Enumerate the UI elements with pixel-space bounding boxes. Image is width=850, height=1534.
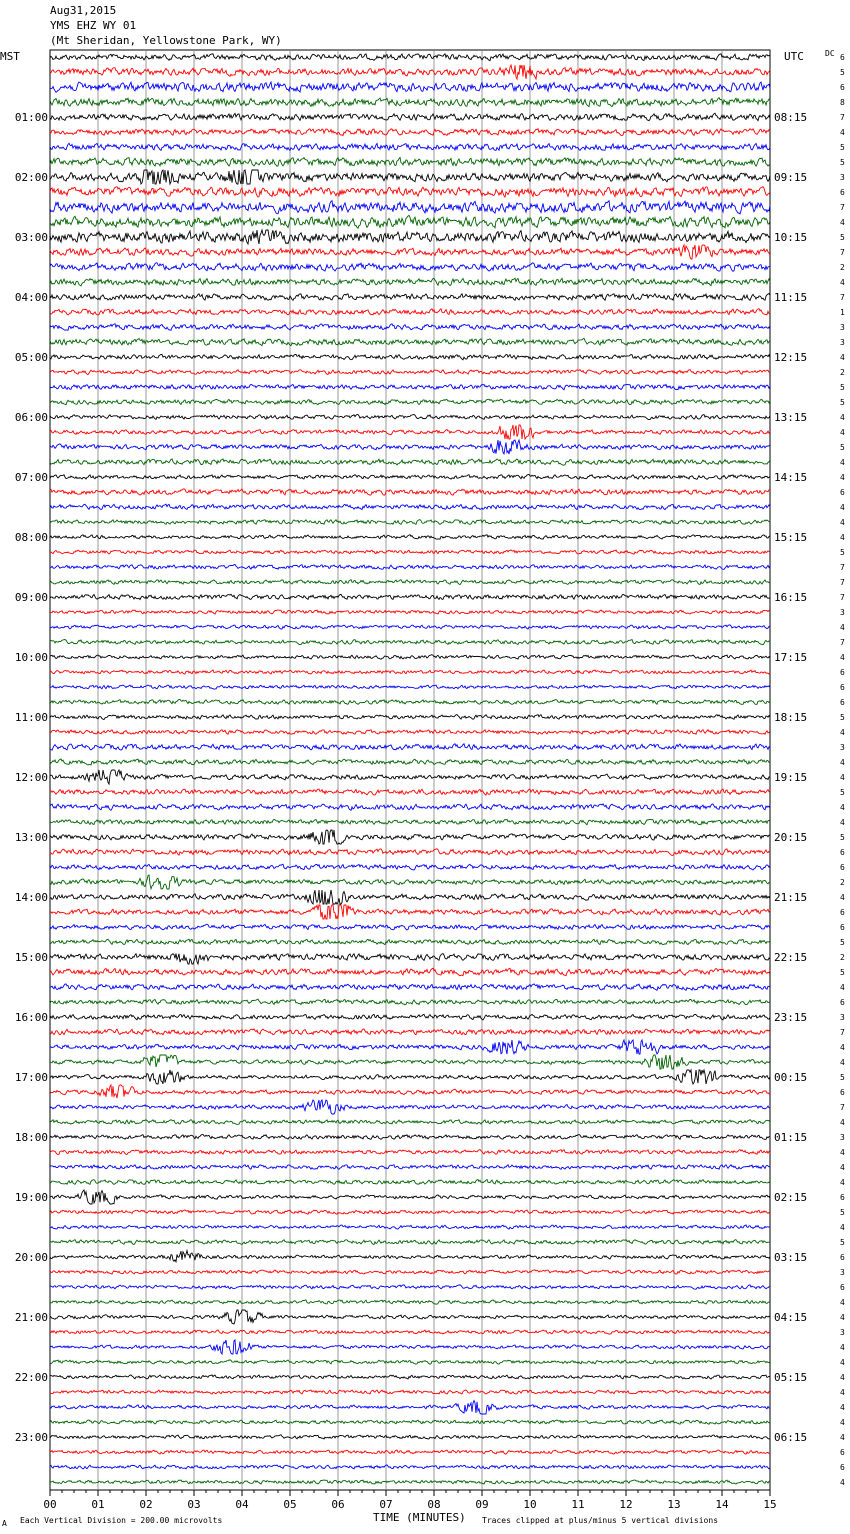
dc-offset-value: 4 xyxy=(840,218,845,227)
dc-offset-value: 5 xyxy=(840,158,845,167)
dc-offset-value: 5 xyxy=(840,788,845,797)
seismic-trace xyxy=(50,1190,770,1204)
right-hour-label: 13:15 xyxy=(774,411,808,424)
left-hour-label: 02:00 xyxy=(14,171,48,184)
seismic-trace xyxy=(50,324,770,331)
dc-offset-value: 3 xyxy=(840,1268,845,1277)
dc-offset-value: 7 xyxy=(840,638,845,647)
right-hour-label: 16:15 xyxy=(774,591,808,604)
seismic-trace xyxy=(50,1270,770,1274)
dc-offset-value: 6 xyxy=(840,998,845,1007)
seismic-trace xyxy=(50,215,770,228)
dc-offset-value: 5 xyxy=(840,1238,845,1247)
seismic-trace xyxy=(50,968,770,976)
dc-offset-value: 5 xyxy=(840,968,845,977)
seismic-trace xyxy=(50,1465,770,1469)
dc-offset-value: 4 xyxy=(840,1178,845,1187)
seismic-trace xyxy=(50,580,770,585)
dc-offset-value: 4 xyxy=(840,503,845,512)
seismic-trace xyxy=(50,354,770,360)
dc-header-label: DC xyxy=(825,49,835,58)
seismic-trace xyxy=(50,924,770,930)
right-hour-label: 19:15 xyxy=(774,771,808,784)
seismic-trace xyxy=(50,294,770,301)
dc-offset-value: 5 xyxy=(840,548,845,557)
seismic-trace xyxy=(50,890,770,904)
seismic-trace xyxy=(50,309,770,316)
dc-offset-value: 4 xyxy=(840,1043,845,1052)
right-hour-label: 11:15 xyxy=(774,291,808,304)
dc-offset-value: 5 xyxy=(840,398,845,407)
dc-offset-value: 3 xyxy=(840,173,845,182)
right-hour-label: 01:15 xyxy=(774,1131,808,1144)
seismic-trace xyxy=(50,594,770,599)
seismic-trace xyxy=(50,875,770,889)
dc-offset-value: 4 xyxy=(840,458,845,467)
right-hour-label: 06:15 xyxy=(774,1431,808,1444)
x-tick-label: 10 xyxy=(523,1498,537,1511)
seismic-trace xyxy=(50,113,770,121)
seismic-trace xyxy=(50,440,770,454)
dc-offset-value: 4 xyxy=(840,518,845,527)
seismic-trace xyxy=(50,1435,770,1439)
seismic-trace xyxy=(50,1240,770,1245)
dc-offset-value: 7 xyxy=(840,578,845,587)
dc-offset-value: 2 xyxy=(840,263,845,272)
seismic-trace xyxy=(50,1330,770,1334)
dc-offset-value: 4 xyxy=(840,278,845,287)
footer-scale-text: Each Vertical Division = 200.00 microvolts xyxy=(20,1516,223,1525)
seismic-trace xyxy=(50,1120,770,1125)
dc-offset-value: 2 xyxy=(840,878,845,887)
dc-offset-value: 7 xyxy=(840,113,845,122)
seismic-trace xyxy=(50,1360,770,1364)
seismic-trace xyxy=(50,54,770,61)
dc-offset-value: 5 xyxy=(840,383,845,392)
right-hour-label: 21:15 xyxy=(774,891,808,904)
dc-offset-value: 7 xyxy=(840,203,845,212)
left-hour-label: 22:00 xyxy=(14,1371,48,1384)
dc-offset-value: 4 xyxy=(840,728,845,737)
dc-offset-value: 2 xyxy=(840,368,845,377)
seismic-trace xyxy=(50,550,770,554)
x-tick-label: 09 xyxy=(475,1498,489,1511)
seismic-trace xyxy=(50,370,770,375)
x-tick-label: 01 xyxy=(91,1498,105,1511)
seismic-trace xyxy=(50,905,770,919)
right-hour-label: 18:15 xyxy=(774,711,808,724)
seismic-trace xyxy=(50,670,770,674)
right-hour-label: 15:15 xyxy=(774,531,808,544)
right-hour-label: 23:15 xyxy=(774,1011,808,1024)
seismic-trace xyxy=(50,82,770,92)
dc-offset-value: 5 xyxy=(840,938,845,947)
seismic-trace xyxy=(50,804,770,810)
footer-clip-text: Traces clipped at plus/minus 5 vertical divisions xyxy=(482,1516,719,1525)
dc-offset-value: 5 xyxy=(840,833,845,842)
seismic-trace xyxy=(50,459,770,465)
seismic-trace xyxy=(50,1085,770,1098)
header-station: YMS EHZ WY 01 xyxy=(50,19,137,32)
left-time-labels xyxy=(15,111,48,1444)
dc-offset-value: 5 xyxy=(840,68,845,77)
dc-offset-value: 5 xyxy=(840,1073,845,1082)
right-hour-label: 05:15 xyxy=(774,1371,808,1384)
dc-offset-value: 6 xyxy=(840,1448,845,1457)
dc-offset-value: 4 xyxy=(840,1163,845,1172)
dc-offset-value: 5 xyxy=(840,1208,845,1217)
seismic-trace xyxy=(50,1040,770,1054)
dc-offset-value: 5 xyxy=(840,143,845,152)
dc-offset-value: 4 xyxy=(840,818,845,827)
mst-zone-label: MST xyxy=(0,50,20,63)
x-tick-label: 02 xyxy=(139,1498,153,1511)
seismic-trace xyxy=(50,1210,770,1214)
left-hour-label: 13:00 xyxy=(14,831,48,844)
seismic-trace xyxy=(50,1300,770,1304)
utc-zone-label: UTC xyxy=(784,50,804,63)
dc-offset-value: 4 xyxy=(840,1058,845,1067)
dc-offset-value: 4 xyxy=(840,128,845,137)
dc-offset-value: 7 xyxy=(840,248,845,257)
seismic-trace xyxy=(50,1135,770,1140)
dc-offset-value: 8 xyxy=(840,98,845,107)
dc-offset-value: 4 xyxy=(840,1223,845,1232)
seismic-trace xyxy=(50,939,770,944)
dc-offset-value: 4 xyxy=(840,758,845,767)
seismic-trace xyxy=(50,1420,770,1424)
seismic-trace xyxy=(50,830,770,844)
dc-offset-value: 5 xyxy=(840,233,845,242)
seismic-trace xyxy=(50,1480,770,1484)
seismic-trace xyxy=(50,849,770,856)
seismic-trace xyxy=(50,1100,770,1114)
dc-offset-value: 4 xyxy=(840,1298,845,1307)
dc-offset-value: 6 xyxy=(840,1253,845,1262)
seismic-trace xyxy=(50,770,770,784)
x-tick-label: 03 xyxy=(187,1498,201,1511)
x-tick-label: 05 xyxy=(283,1498,297,1511)
seismic-trace xyxy=(50,655,770,660)
seismic-trace xyxy=(50,535,770,540)
left-hour-label: 18:00 xyxy=(14,1131,48,1144)
dc-offset-value: 7 xyxy=(840,593,845,602)
seismic-trace xyxy=(50,1225,770,1229)
seismic-trace xyxy=(50,384,770,389)
left-hour-label: 23:00 xyxy=(14,1431,48,1444)
seismic-trace xyxy=(50,610,770,614)
seismic-trace xyxy=(50,999,770,1005)
dc-offset-value: 6 xyxy=(840,1193,845,1202)
dc-offset-value: 4 xyxy=(840,1478,845,1487)
dc-offset-value: 4 xyxy=(840,1148,845,1157)
dc-offset-value: 1 xyxy=(840,308,845,317)
dc-offset-value: 6 xyxy=(840,1283,845,1292)
seismic-trace xyxy=(50,415,770,420)
dc-offset-value: 4 xyxy=(840,1313,845,1322)
left-hour-label: 17:00 xyxy=(14,1071,48,1084)
seismic-trace xyxy=(50,338,770,345)
dc-offset-value: 4 xyxy=(840,803,845,812)
seismic-trace xyxy=(50,158,770,167)
left-hour-label: 04:00 xyxy=(14,291,48,304)
dc-offset-value: 6 xyxy=(840,488,845,497)
seismic-trace xyxy=(50,685,770,689)
right-hour-label: 04:15 xyxy=(774,1311,808,1324)
seismic-trace xyxy=(50,1340,770,1354)
x-tick-label: 12 xyxy=(619,1498,633,1511)
seismic-trace xyxy=(50,170,770,184)
dc-offset-value: 4 xyxy=(840,1433,845,1442)
dc-offset-value: 6 xyxy=(840,683,845,692)
left-hour-label: 03:00 xyxy=(14,231,48,244)
right-time-labels xyxy=(774,111,807,1444)
dc-offset-value: 7 xyxy=(840,293,845,302)
dc-offset-value: 7 xyxy=(840,563,845,572)
dc-offset-value: 4 xyxy=(840,983,845,992)
seismic-trace xyxy=(50,1055,770,1069)
dc-offset-value: 4 xyxy=(840,773,845,782)
seismic-trace xyxy=(50,425,770,439)
dc-offset-value: 3 xyxy=(840,1133,845,1142)
seismic-trace xyxy=(50,1375,770,1379)
seismic-trace xyxy=(50,489,770,495)
seismic-trace xyxy=(50,564,770,569)
seismic-trace xyxy=(50,730,770,735)
left-hour-label: 10:00 xyxy=(14,651,48,664)
x-axis-label: TIME (MINUTES) xyxy=(373,1511,466,1524)
x-tick-label: 00 xyxy=(43,1498,57,1511)
dc-offset-value: 5 xyxy=(840,443,845,452)
seismic-trace xyxy=(50,65,770,79)
seismic-trace xyxy=(50,819,770,824)
left-hour-label: 21:00 xyxy=(14,1311,48,1324)
seismic-trace xyxy=(50,640,770,645)
seismic-trace xyxy=(50,1180,770,1185)
left-hour-label: 09:00 xyxy=(14,591,48,604)
left-hour-label: 15:00 xyxy=(14,951,48,964)
seismic-trace xyxy=(50,1070,770,1084)
seismic-trace xyxy=(50,1165,770,1170)
seismic-trace xyxy=(50,1285,770,1289)
seismic-trace xyxy=(50,744,770,750)
x-tick-label: 11 xyxy=(571,1498,585,1511)
seismic-trace xyxy=(50,143,770,150)
dc-offset-value: 6 xyxy=(840,863,845,872)
seismic-trace xyxy=(50,1450,770,1454)
dc-offset-value: 4 xyxy=(840,1358,845,1367)
left-hour-label: 20:00 xyxy=(14,1251,48,1264)
dc-offset-value: 7 xyxy=(840,1103,845,1112)
dc-offset-value: 4 xyxy=(840,1388,845,1397)
left-hour-label: 06:00 xyxy=(14,411,48,424)
dc-offset-value: 6 xyxy=(840,698,845,707)
dc-offset-value: 3 xyxy=(840,338,845,347)
dc-offset-value: 4 xyxy=(840,533,845,542)
seismic-trace xyxy=(50,759,770,765)
x-axis xyxy=(43,1490,776,1511)
seismic-trace xyxy=(50,1401,770,1414)
dc-offset-value: 5 xyxy=(840,713,845,722)
x-tick-label: 13 xyxy=(667,1498,681,1511)
right-hour-label: 00:15 xyxy=(774,1071,808,1084)
dc-offset-value: 4 xyxy=(840,353,845,362)
seismic-trace xyxy=(50,98,770,107)
seismic-trace xyxy=(50,1390,770,1394)
left-hour-label: 19:00 xyxy=(14,1191,48,1204)
dc-offset-value: 6 xyxy=(840,83,845,92)
dc-offset-column xyxy=(840,53,845,1487)
seismic-trace xyxy=(50,399,770,405)
dc-offset-value: 3 xyxy=(840,1328,845,1337)
dc-offset-value: 4 xyxy=(840,1118,845,1127)
dc-offset-value: 4 xyxy=(840,623,845,632)
seismic-trace xyxy=(50,864,770,870)
seismic-trace xyxy=(50,1310,770,1324)
seismic-trace xyxy=(50,520,770,525)
right-hour-label: 12:15 xyxy=(774,351,808,364)
left-hour-label: 08:00 xyxy=(14,531,48,544)
dc-offset-value: 4 xyxy=(840,653,845,662)
x-tick-label: 15 xyxy=(763,1498,777,1511)
seismic-trace xyxy=(50,504,770,509)
seismic-trace xyxy=(50,1251,770,1262)
right-hour-label: 03:15 xyxy=(774,1251,808,1264)
right-hour-label: 02:15 xyxy=(774,1191,808,1204)
seismic-trace xyxy=(50,1029,770,1035)
dc-offset-value: 3 xyxy=(840,323,845,332)
seismic-trace xyxy=(50,1014,770,1020)
left-hour-label: 16:00 xyxy=(14,1011,48,1024)
dc-offset-value: 6 xyxy=(840,1088,845,1097)
dc-offset-value: 3 xyxy=(840,743,845,752)
right-hour-label: 10:15 xyxy=(774,231,808,244)
x-tick-label: 14 xyxy=(715,1498,729,1511)
seismic-trace xyxy=(50,789,770,795)
seismic-trace xyxy=(50,129,770,136)
left-hour-label: 01:00 xyxy=(14,111,48,124)
dc-offset-value: 6 xyxy=(840,923,845,932)
seismic-trace xyxy=(50,700,770,705)
dc-offset-value: 3 xyxy=(840,1013,845,1022)
x-tick-label: 06 xyxy=(331,1498,345,1511)
dc-offset-value: 6 xyxy=(840,188,845,197)
dc-offset-value: 4 xyxy=(840,473,845,482)
seismic-trace xyxy=(50,715,770,720)
right-hour-label: 17:15 xyxy=(774,651,808,664)
left-hour-label: 07:00 xyxy=(14,471,48,484)
dc-offset-value: 2 xyxy=(840,953,845,962)
left-hour-label: 11:00 xyxy=(14,711,48,724)
x-tick-label: 08 xyxy=(427,1498,441,1511)
seismic-trace xyxy=(50,201,770,214)
dc-offset-value: 4 xyxy=(840,1403,845,1412)
dc-offset-value: 6 xyxy=(840,53,845,62)
seismic-trace xyxy=(50,625,770,629)
dc-offset-value: 4 xyxy=(840,1373,845,1382)
seismic-trace xyxy=(50,954,770,964)
left-hour-label: 05:00 xyxy=(14,351,48,364)
left-hour-label: 14:00 xyxy=(14,891,48,904)
seismic-trace xyxy=(50,245,770,259)
x-tick-label: 04 xyxy=(235,1498,249,1511)
header-location: (Mt Sheridan, Yellowstone Park, WY) xyxy=(50,34,282,47)
seismic-trace xyxy=(50,1150,770,1155)
dc-offset-value: 6 xyxy=(840,908,845,917)
seismic-trace xyxy=(50,278,770,286)
dc-offset-value: 6 xyxy=(840,848,845,857)
dc-offset-value: 3 xyxy=(840,608,845,617)
right-hour-label: 14:15 xyxy=(774,471,808,484)
traces xyxy=(50,54,770,1484)
dc-offset-value: 4 xyxy=(840,413,845,422)
x-tick-label: 07 xyxy=(379,1498,393,1511)
dc-offset-value: 4 xyxy=(840,428,845,437)
right-hour-label: 20:15 xyxy=(774,831,808,844)
seismic-trace xyxy=(50,475,770,480)
dc-offset-value: 4 xyxy=(840,893,845,902)
seismic-trace xyxy=(50,230,770,244)
right-hour-label: 08:15 xyxy=(774,111,808,124)
dc-offset-value: 4 xyxy=(840,1343,845,1352)
dc-offset-value: 6 xyxy=(840,668,845,677)
seismic-trace xyxy=(50,187,770,197)
seismic-trace xyxy=(50,263,770,272)
dc-offset-value: 7 xyxy=(840,1028,845,1037)
left-hour-label: 12:00 xyxy=(14,771,48,784)
header-date: Aug31,2015 xyxy=(50,4,117,17)
right-hour-label: 22:15 xyxy=(774,951,808,964)
footer-left-mark: A xyxy=(2,1519,7,1528)
dc-offset-value: 4 xyxy=(840,1418,845,1427)
dc-offset-value: 6 xyxy=(840,1463,845,1472)
right-hour-label: 09:15 xyxy=(774,171,808,184)
seismic-trace xyxy=(50,984,770,990)
